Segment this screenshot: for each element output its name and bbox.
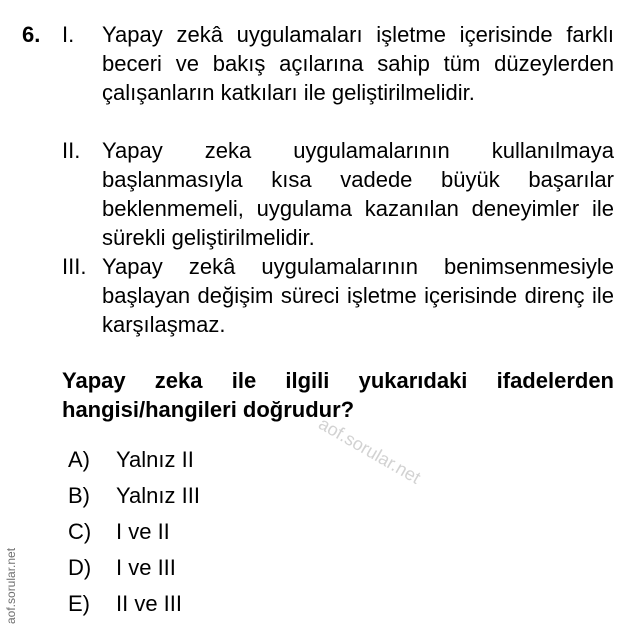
- option-letter: E): [68, 591, 90, 616]
- statement-text: Yapay zekâ uygulamaları işletme içerisinde farklı beceri ve bakış açılarına sahip tüm düzeylerden çalışanların katkıları ile geliştirilmelidir.: [102, 22, 614, 105]
- option-letter: D): [68, 555, 92, 580]
- statement-numeral: I.: [62, 22, 75, 47]
- statement-text: Yapay zeka uygulamalarının kullanılmaya başlanmasıyla kısa vadede büyük başarılar beklenmemeli, uygulama kazanılan deneyimler ile sürekli geliştirilmelidir.: [102, 138, 614, 250]
- option-d[interactable]: [68, 552, 176, 584]
- option-text: Yalnız II: [116, 447, 194, 472]
- diagonal-watermark: aof.sorular.net: [315, 413, 425, 488]
- question-stem: Yapay zeka ile ilgili yukarıdaki ifadelerden hangisi/hangileri doğrudur?: [62, 368, 614, 422]
- option-text: I ve III: [116, 555, 176, 580]
- option-text: II ve III: [116, 591, 183, 616]
- side-watermark: aof.sorular.net: [4, 547, 18, 624]
- statement-numeral: III.: [62, 254, 87, 279]
- option-a[interactable]: [68, 444, 194, 476]
- option-text: Yalnız III: [116, 483, 200, 508]
- option-b[interactable]: [68, 480, 200, 512]
- option-c[interactable]: [68, 516, 170, 548]
- option-text: I ve II: [116, 519, 170, 544]
- statement-2: [62, 136, 614, 252]
- option-letter: C): [68, 519, 92, 544]
- statement-1: [62, 20, 614, 107]
- statement-numeral: II.: [62, 138, 81, 163]
- statement-text: Yapay zekâ uygulamalarının benimsenmesiyle başlayan değişim süreci işletme içerisinde direnç ile karşılaşmaz.: [102, 254, 614, 337]
- question-number: 6.: [22, 22, 41, 47]
- statement-3: [62, 252, 614, 339]
- option-letter: B): [68, 483, 90, 508]
- option-letter: A): [68, 447, 90, 472]
- option-e[interactable]: [68, 588, 182, 620]
